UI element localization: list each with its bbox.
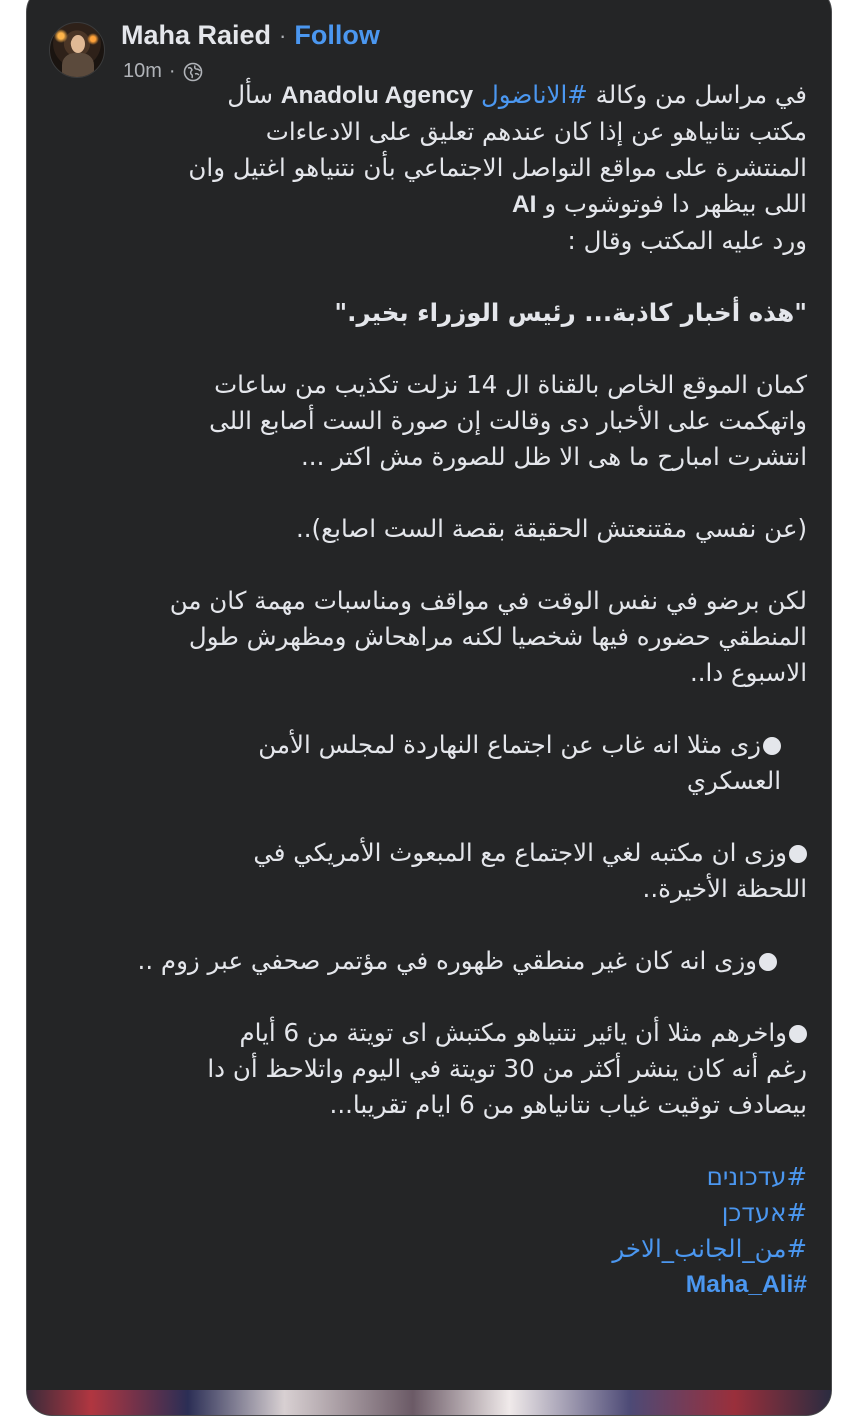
- bullet-2: [47, 835, 807, 907]
- bullet-1: [47, 727, 807, 799]
- follow-button[interactable]: Follow: [294, 20, 380, 50]
- post-time[interactable]: 10m: [123, 60, 162, 82]
- text-line: وزى ان مكتبه لغي الاجتماع مع المبعوث الأمريكي في: [47, 835, 807, 871]
- text-line: اللحظة الأخيرة..: [642, 874, 807, 903]
- post-header: [49, 22, 809, 82]
- hashtag-link[interactable]: #الاناضول: [480, 80, 588, 109]
- text-line: انتشرت امبارح ما هى الا ظل للصورة مش اكتر ...: [301, 442, 807, 471]
- post-card: [26, 0, 832, 1416]
- paragraph-absence: [47, 583, 807, 691]
- name-separator: ·: [279, 22, 287, 48]
- author-name[interactable]: Maha Raied: [121, 20, 272, 50]
- bullet-icon: [789, 1025, 807, 1043]
- text-line: المنطقي حضوره فيها شخصيا لكنه مراهحاش ومظهرش طول: [188, 622, 807, 651]
- text-line: كمان الموقع الخاص بالقناة ال 14 نزلت تكذيب من ساعات: [214, 370, 807, 399]
- hashtag-link[interactable]: #עדכונים: [706, 1162, 807, 1191]
- text-line: بيصادف توقيت غياب نتانياهو من 6 ايام تقريبا...: [329, 1090, 807, 1119]
- text-line: العسكري: [686, 766, 781, 795]
- text-line: وزى انه كان غير منطقي ظهوره في مؤتمر صحفي عبر زوم ..: [47, 943, 777, 979]
- bullet-icon: [763, 737, 781, 755]
- hashtag-link[interactable]: #אעדכן: [721, 1198, 807, 1227]
- post-body: [47, 77, 807, 1303]
- bullet-4: [47, 1015, 807, 1123]
- text-line: واخرهم مثلا أن يائير نتنياهو مكتبش اى تويتة من 6 أيام: [47, 1015, 807, 1051]
- author-avatar[interactable]: [49, 22, 105, 78]
- text-line: ورد عليه المكتب وقال :: [567, 226, 807, 255]
- bullet-icon: [789, 845, 807, 863]
- text-line: رغم أنه كان ينشر أكثر من 30 تويتة في اليوم واتلاحظ أن دا: [207, 1054, 807, 1083]
- text-line: اللى بيظهر دا فوتوشوب و AI: [511, 189, 807, 218]
- author-row: [121, 20, 380, 51]
- text-line: (عن نفسي مقتنعتش الحقيقة بقصة الست اصابع)..: [295, 514, 807, 543]
- hashtag-list: [47, 1159, 807, 1303]
- paragraph-channel14: [47, 367, 807, 475]
- paragraph-quote: [47, 295, 807, 331]
- text-line: زى مثلا انه غاب عن اجتماع النهاردة لمجلس الأمن: [47, 727, 781, 763]
- text-line: "هذه أخبار كاذبة... رئيس الوزراء بخير.": [334, 298, 807, 327]
- text-line: في مراسل من وكالة #الاناضول Anadolu Agency سأل: [227, 80, 807, 109]
- text-line: لكن برضو في نفس الوقت في مواقف ومناسبات مهمة كان من: [169, 586, 807, 615]
- text-line: الاسبوع دا..: [689, 658, 807, 687]
- paragraph-opinion: [47, 511, 807, 547]
- text-line: مكتب نتانياهو عن إذا كان عندهم تعليق على الادعاءات: [265, 117, 807, 146]
- bullet-icon: [759, 953, 777, 971]
- hashtag-link[interactable]: #من_الجانب_الاخر: [612, 1234, 807, 1263]
- text-line: المنتشرة على مواقع التواصل الاجتماعي بأن نتنياهو اغتيل وان: [188, 153, 807, 182]
- paragraph-intro: [47, 77, 807, 259]
- meta-dot: ·: [168, 60, 176, 82]
- post-image[interactable]: [27, 1390, 831, 1416]
- text-line: واتهكمت على الأخبار دى وقالت إن صورة الست أصابع اللى: [209, 406, 807, 435]
- hashtag-link[interactable]: #Maha_Ali: [685, 1271, 807, 1298]
- bullet-3: [47, 943, 807, 979]
